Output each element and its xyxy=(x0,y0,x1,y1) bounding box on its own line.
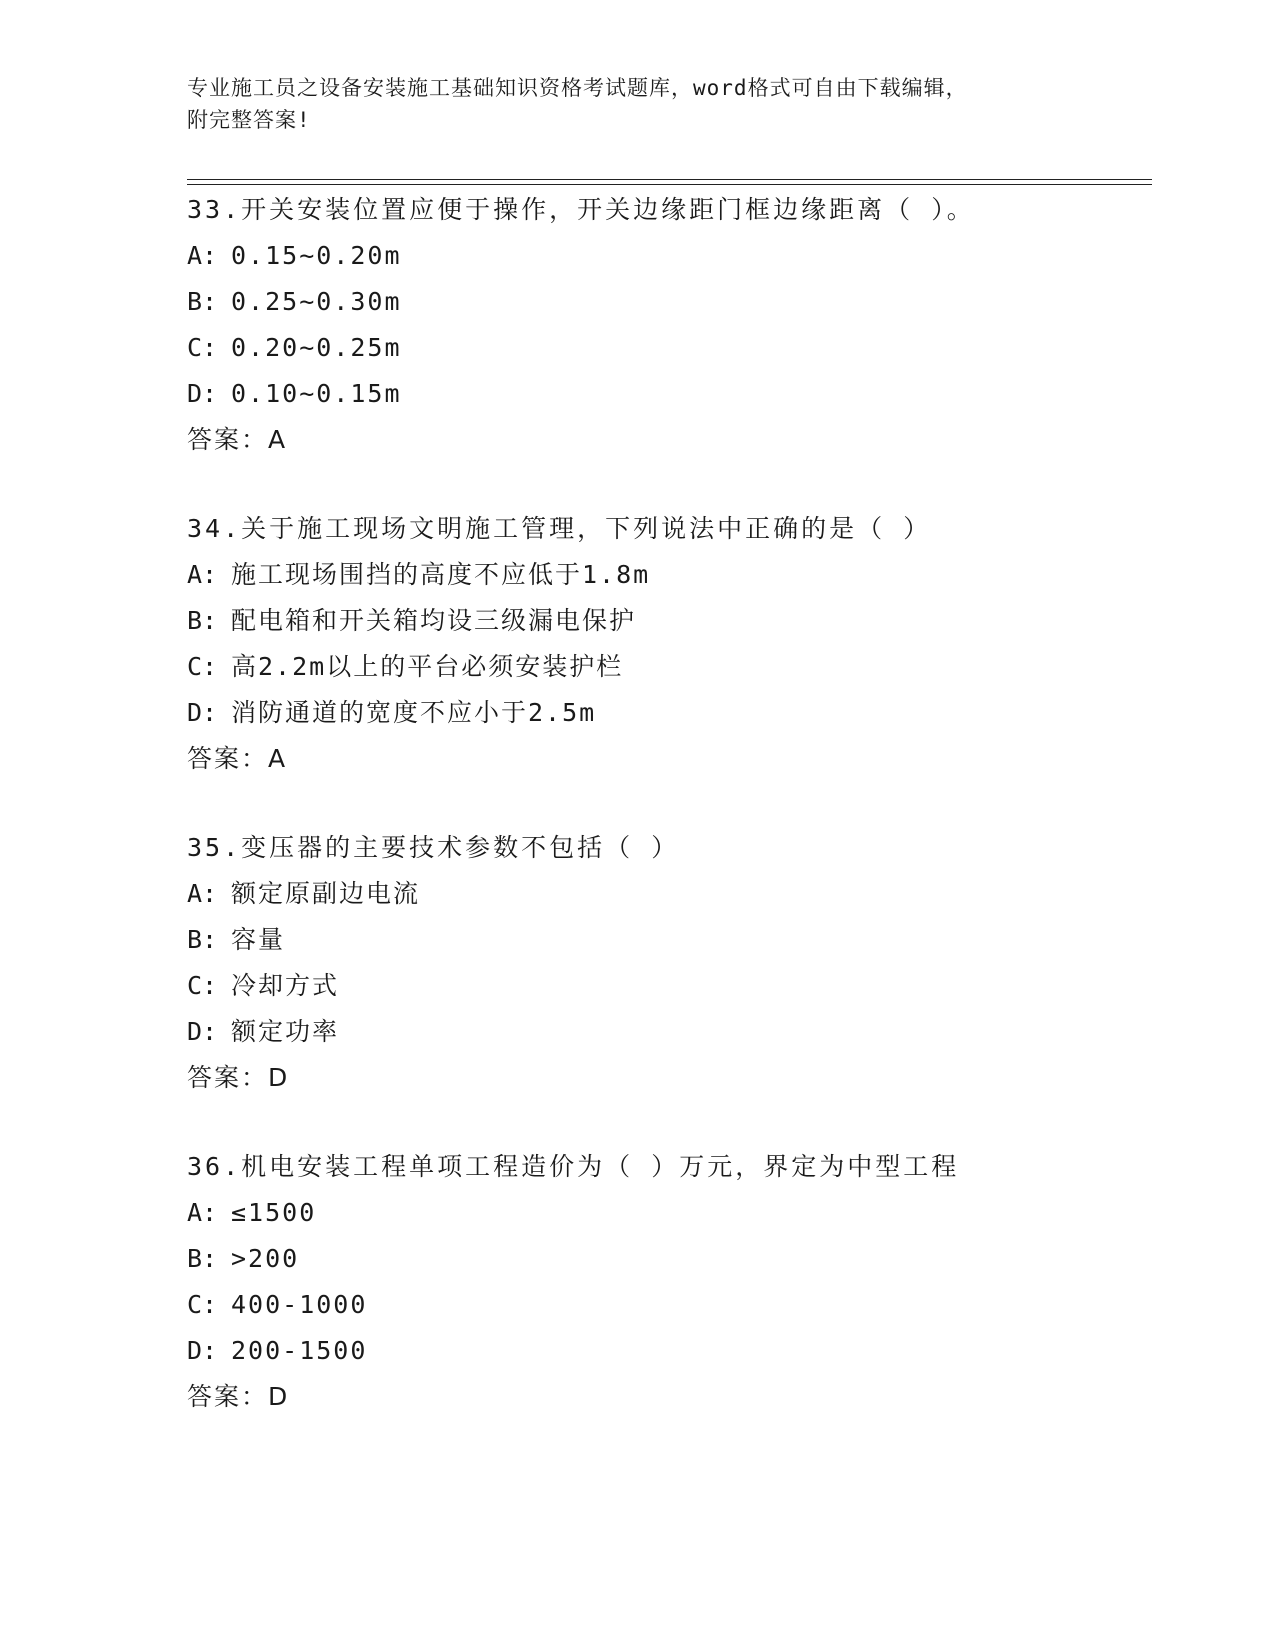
option-letter: D: xyxy=(187,379,218,408)
question-stem: 35.变压器的主要技术参数不包括（ ） xyxy=(187,833,680,862)
option-letter: A: xyxy=(187,560,218,589)
option-text: 配电箱和开关箱均设三级漏电保护 xyxy=(231,606,637,635)
option-letter: C: xyxy=(187,1290,218,1319)
answer-line: 答案：A xyxy=(187,425,288,454)
question-stem: 34.关于施工现场文明施工管理，下列说法中正确的是（ ） xyxy=(187,514,932,543)
answer-line: 答案：D xyxy=(187,1063,290,1092)
option-letter: C: xyxy=(187,333,218,362)
header-rule-bottom xyxy=(187,184,1152,185)
option-c xyxy=(187,971,1147,1017)
option-text: 0.15~0.20m xyxy=(231,241,402,270)
option-text: ≤1500 xyxy=(231,1198,317,1227)
option-c xyxy=(187,1290,1147,1336)
option-text: 0.10~0.15m xyxy=(231,379,402,408)
option-text: >200 xyxy=(231,1244,300,1273)
option-letter: B: xyxy=(187,1244,218,1273)
option-d xyxy=(187,379,1147,425)
option-a xyxy=(187,879,1147,925)
option-letter: A: xyxy=(187,879,218,908)
option-letter: C: xyxy=(187,652,218,681)
option-a xyxy=(187,241,1147,287)
option-text: 400-1000 xyxy=(231,1290,368,1319)
option-b xyxy=(187,1244,1147,1290)
option-c xyxy=(187,333,1147,379)
question-stem: 33.开关安装位置应便于操作，开关边缘距门框边缘距离（ ）。 xyxy=(187,195,975,224)
option-letter: A: xyxy=(187,1198,218,1227)
option-d xyxy=(187,1336,1147,1382)
option-letter: B: xyxy=(187,606,218,635)
answer-line: 答案：A xyxy=(187,744,288,773)
option-text: 消防通道的宽度不应小于2.5m xyxy=(231,698,597,727)
option-a xyxy=(187,560,1147,606)
question-block xyxy=(187,195,1147,471)
option-b xyxy=(187,287,1147,333)
header-rule-top xyxy=(187,179,1152,180)
option-c xyxy=(187,652,1147,698)
option-letter: C: xyxy=(187,971,218,1000)
header-line-1: 专业施工员之设备安装施工基础知识资格考试题库，word格式可自由下载编辑， xyxy=(187,76,968,100)
option-text: 额定功率 xyxy=(231,1017,340,1046)
option-text: 额定原副边电流 xyxy=(231,879,421,908)
option-text: 0.20~0.25m xyxy=(231,333,402,362)
question-block xyxy=(187,1152,1147,1428)
question-block xyxy=(187,833,1147,1109)
option-a xyxy=(187,1198,1147,1244)
option-d xyxy=(187,698,1147,744)
option-text: 0.25~0.30m xyxy=(231,287,402,316)
option-d xyxy=(187,1017,1147,1063)
document-header xyxy=(187,72,1087,136)
question-stem: 36.机电安装工程单项工程造价为（ ）万元，界定为中型工程 xyxy=(187,1152,960,1181)
option-text: 容量 xyxy=(231,925,286,954)
answer-line: 答案：D xyxy=(187,1382,290,1411)
option-letter: D: xyxy=(187,698,218,727)
option-letter: D: xyxy=(187,1336,218,1365)
header-line-2: 附完整答案! xyxy=(187,108,311,132)
option-text: 高2.2m以上的平台必须安装护栏 xyxy=(231,652,624,681)
option-b xyxy=(187,925,1147,971)
option-text: 冷却方式 xyxy=(231,971,340,1000)
option-letter: B: xyxy=(187,925,218,954)
option-text: 200-1500 xyxy=(231,1336,368,1365)
option-letter: D: xyxy=(187,1017,218,1046)
question-block xyxy=(187,514,1147,790)
option-b xyxy=(187,606,1147,652)
option-text: 施工现场围挡的高度不应低于1.8m xyxy=(231,560,651,589)
option-letter: A: xyxy=(187,241,218,270)
option-letter: B: xyxy=(187,287,218,316)
